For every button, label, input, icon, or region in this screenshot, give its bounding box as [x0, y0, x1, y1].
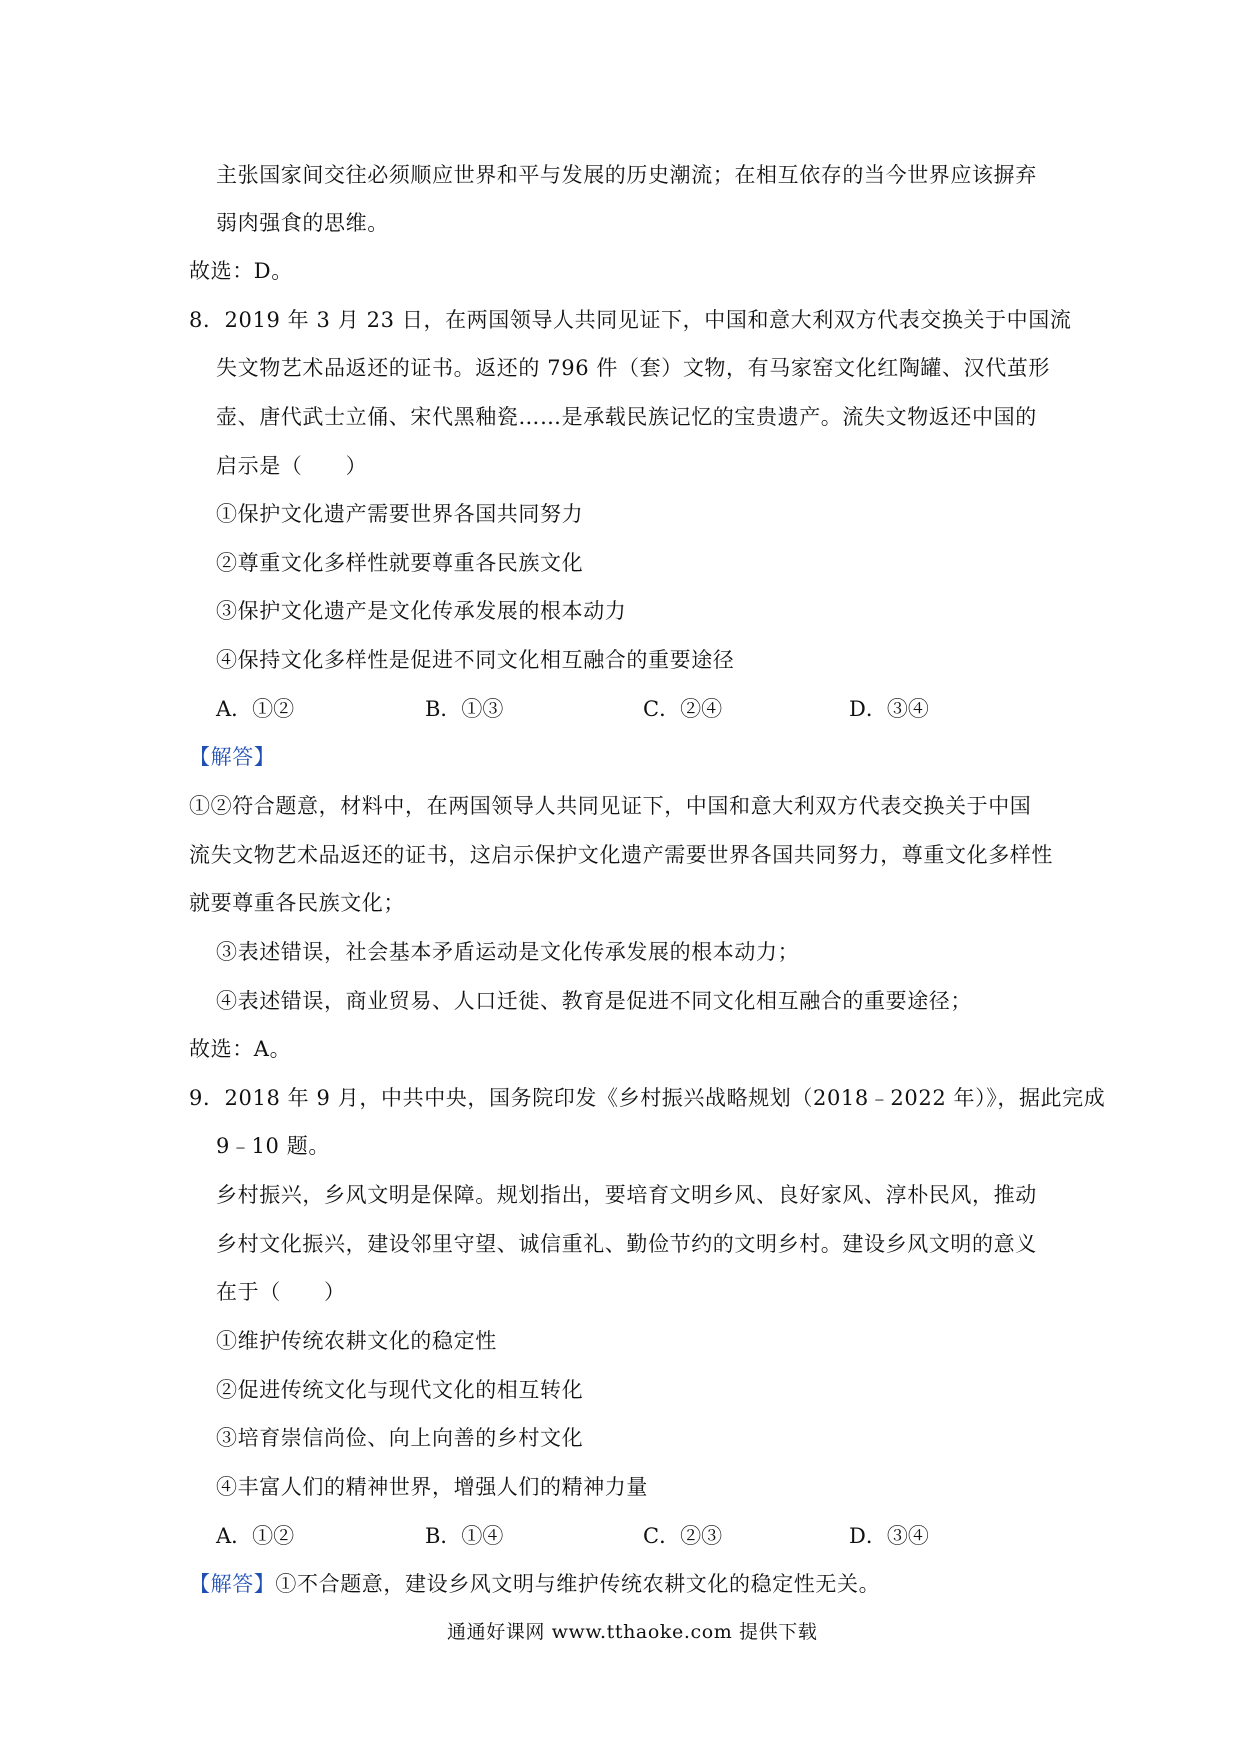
- q8-analysis-line-1: ①②符合题意，材料中，在两国领导人共同见证下，中国和意大利双方代表交换关于中国: [189, 794, 1032, 818]
- q9-stem-line-3: 乡村振兴，乡风文明是保障。规划指出，要培育文明乡风、良好家风、淳朴民风，推动: [216, 1183, 1037, 1207]
- q8-option-b: B．①③: [425, 697, 504, 721]
- page-footer: 通通好课网 www.tthaoke.com 提供下载: [447, 1621, 818, 1643]
- prev-answer: 故选：D。: [189, 259, 293, 283]
- q8-stem-line-2: 失文物艺术品返还的证书。返还的 796 件（套）文物，有马家窑文化红陶罐、汉代茧形: [216, 356, 1051, 380]
- q9-analysis-line: [189, 1574, 880, 1595]
- q8-analysis-line-4: ③表述错误，社会基本矛盾运动是文化传承发展的根本动力；: [216, 940, 800, 964]
- q9-option-b: B．①④: [425, 1524, 504, 1548]
- q9-stem-line-4: 乡村文化振兴，建设邻里守望、诚信重礼、勤俭节约的文明乡村。建设乡风文明的意义: [216, 1232, 1037, 1256]
- q8-item-3: ③保护文化遗产是文化传承发展的根本动力: [216, 599, 627, 623]
- q9-option-d: D．③④: [849, 1524, 929, 1548]
- q8-answer: 故选：A。: [189, 1037, 292, 1061]
- q9-stem-line-5: 在于（ ）: [216, 1280, 346, 1304]
- q8-analysis-line-3: 就要尊重各民族文化；: [189, 891, 405, 915]
- q8-item-2: ②尊重文化多样性就要尊重各民族文化: [216, 551, 584, 575]
- q8-stem-line-3: 壶、唐代武士立俑、宋代黑釉瓷……是承载民族记忆的宝贵遗产。流失文物返还中国的: [216, 405, 1037, 429]
- prev-line-2: 弱肉强食的思维。: [216, 211, 389, 235]
- q9-analysis-label: 【解答】: [189, 1572, 276, 1596]
- q9-item-3: ③培育崇信尚俭、向上向善的乡村文化: [216, 1426, 584, 1450]
- q8-analysis-line-2: 流失文物艺术品返还的证书，这启示保护文化遗产需要世界各国共同努力，尊重文化多样性: [189, 843, 1053, 867]
- q8-option-a: A．①②: [216, 697, 295, 721]
- q8-stem-line-1: 8．2019 年 3 月 23 日，在两国领导人共同见证下，中国和意大利双方代表交换关于中国流: [189, 308, 1072, 332]
- q9-item-4: ④丰富人们的精神世界，增强人们的精神力量: [216, 1475, 648, 1499]
- q9-option-c: C．②③: [643, 1524, 723, 1548]
- prev-line-1: 主张国家间交往必须顺应世界和平与发展的历史潮流；在相互依存的当今世界应该摒弃: [216, 163, 1037, 187]
- q9-item-1: ①维护传统农耕文化的稳定性: [216, 1329, 497, 1353]
- q8-analysis-line-5: ④表述错误，商业贸易、人口迁徙、教育是促进不同文化相互融合的重要途径；: [216, 989, 972, 1013]
- q9-item-2: ②促进传统文化与现代文化的相互转化: [216, 1378, 584, 1402]
- q9-option-a: A．①②: [216, 1524, 295, 1548]
- q8-option-d: D．③④: [849, 697, 929, 721]
- q8-item-4: ④保持文化多样性是促进不同文化相互融合的重要途径: [216, 648, 735, 672]
- q8-option-c: C．②④: [643, 697, 723, 721]
- q9-stem-line-1: 9．2018 年 9 月，中共中央，国务院印发《乡村振兴战略规划（2018﹣2022 年）》，据此完成: [189, 1086, 1106, 1110]
- q9-analysis-text: ①不合题意，建设乡风文明与维护传统农耕文化的稳定性无关。: [275, 1572, 881, 1596]
- q8-item-1: ①保护文化遗产需要世界各国共同努力: [216, 502, 584, 526]
- q8-analysis-label: 【解答】: [189, 745, 276, 769]
- q8-stem-line-4: 启示是（ ）: [216, 454, 368, 478]
- q9-stem-line-2: 9﹣10 题。: [216, 1134, 330, 1158]
